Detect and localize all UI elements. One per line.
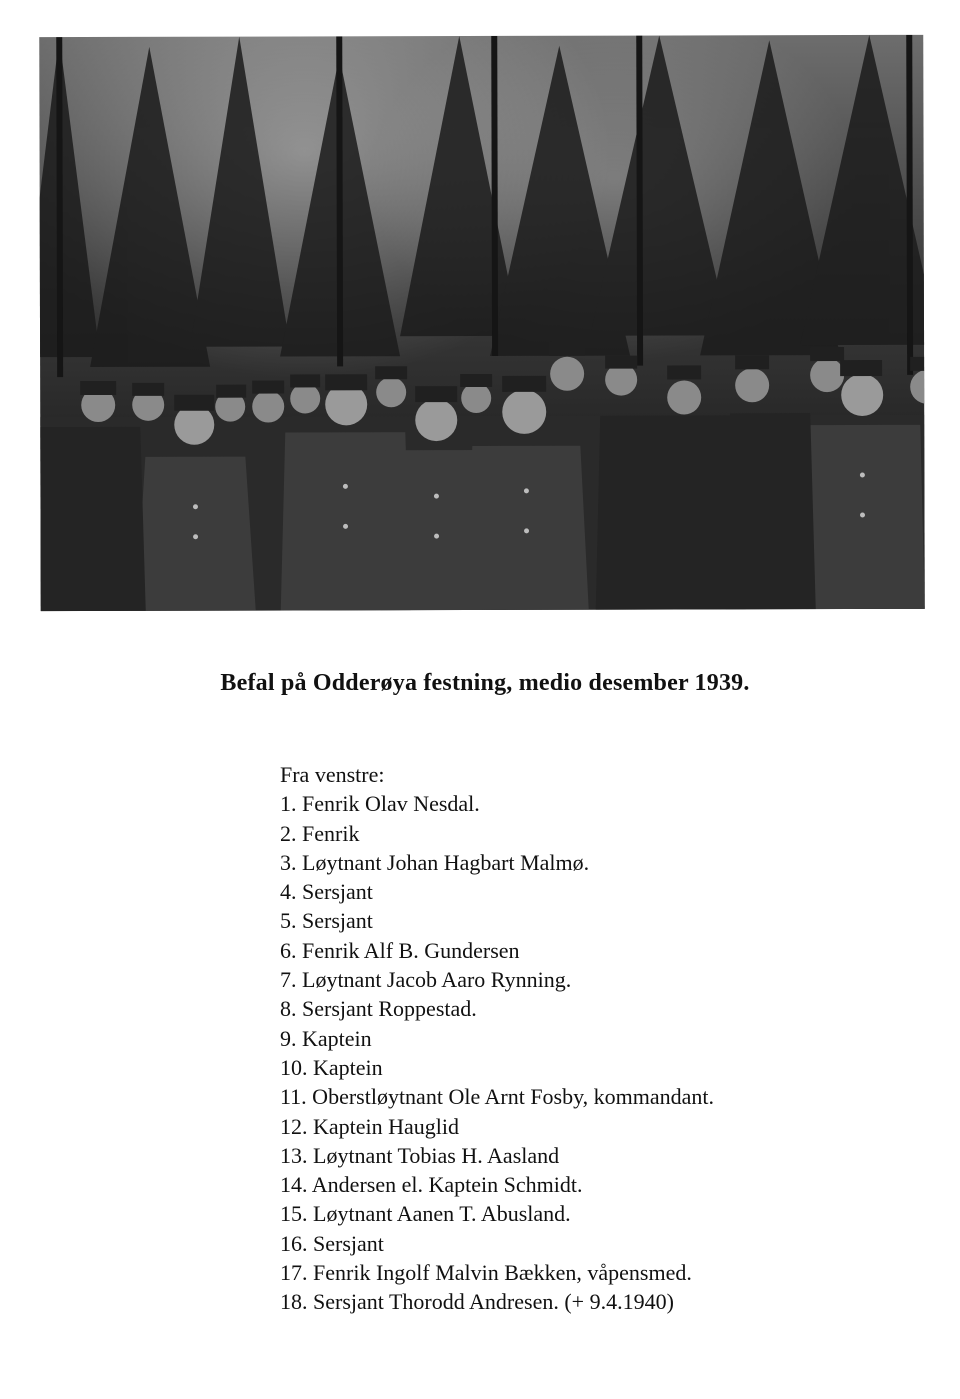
- photo-caption: Befal på Odderøya festning, medio desember 1939.: [220, 670, 750, 696]
- list-item: 12. Kaptein Hauglid: [280, 1113, 460, 1139]
- list-item: 18. Sersjant Thorodd Andresen. (+ 9.4.1940): [280, 1289, 674, 1315]
- list-item: 5. Sersjant: [280, 908, 373, 934]
- list-item: 17. Fenrik Ingolf Malvin Bækken, våpensmed.: [280, 1260, 692, 1286]
- list-item: 3. Løytnant Johan Hagbart Malmø.: [280, 849, 590, 875]
- group-photo: [39, 35, 924, 611]
- list-item: 7. Løytnant Jacob Aaro Rynning.: [280, 967, 572, 993]
- group-photo-image: [39, 35, 924, 611]
- list-item: 9. Kaptein: [280, 1025, 372, 1051]
- list-item: 10. Kaptein: [280, 1054, 383, 1080]
- list-item: 2. Fenrik: [280, 820, 360, 846]
- list-heading: Fra venstre:: [280, 762, 385, 787]
- list-item: 16. Sersjant: [280, 1230, 384, 1256]
- name-list: [280, 760, 920, 1317]
- list-item: 1. Fenrik Olav Nesdal.: [280, 791, 480, 817]
- list-item: 8. Sersjant Roppestad.: [280, 996, 477, 1022]
- list-item: 15. Løytnant Aanen T. Abusland.: [280, 1201, 571, 1227]
- list-item: 11. Oberstløytnant Ole Arnt Fosby, kommandant.: [280, 1084, 715, 1110]
- list-item: 4. Sersjant: [280, 879, 373, 905]
- list-item: 14. Andersen el. Kaptein Schmidt.: [280, 1172, 583, 1198]
- list-item: 13. Løytnant Tobias H. Aasland: [280, 1142, 560, 1168]
- list-item: 6. Fenrik Alf B. Gundersen: [280, 937, 520, 963]
